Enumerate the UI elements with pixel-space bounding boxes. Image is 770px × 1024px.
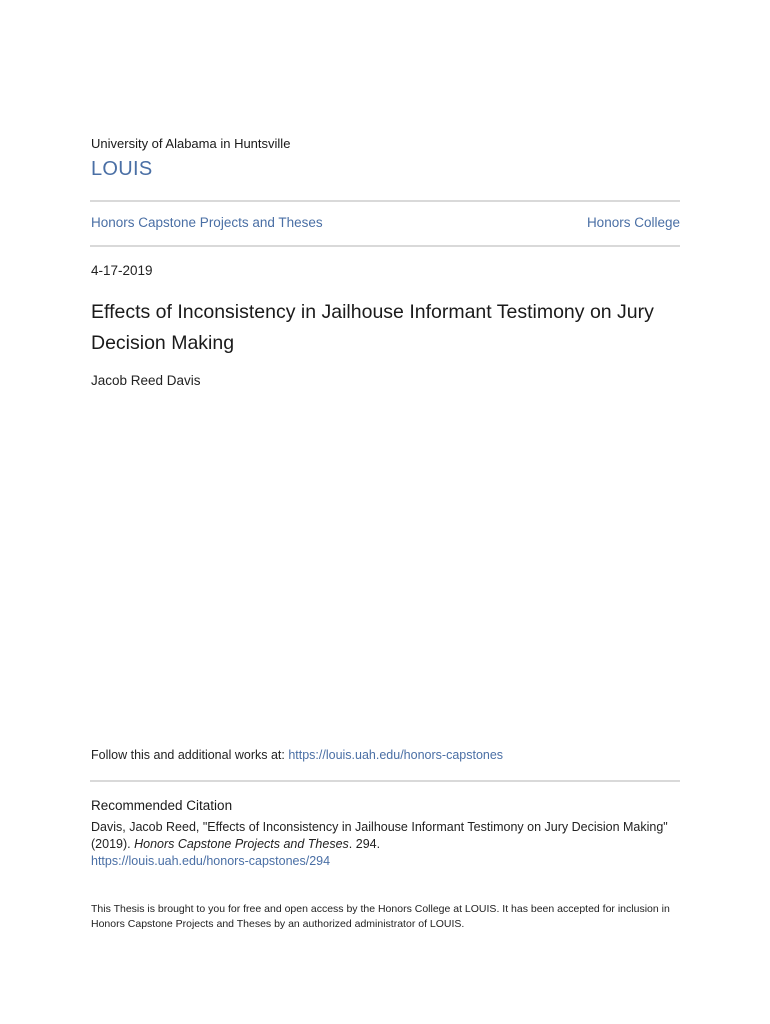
college-link[interactable]: Honors College [586, 215, 680, 230]
repository-link[interactable]: LOUIS [91, 158, 153, 180]
divider-collection [90, 245, 680, 247]
citation-block [91, 819, 681, 870]
citation-text: Davis, Jacob Reed, "Effects of Inconsistency in Jailhouse Informant Testimony on Jury Decision Making" (2019). [91, 820, 668, 851]
divider-top [90, 200, 680, 202]
divider-citation [90, 780, 680, 782]
author-name: Jacob Reed Davis [91, 373, 201, 388]
citation-series: Honors Capstone Projects and Theses [134, 837, 349, 851]
follow-line [91, 748, 503, 762]
citation-heading: Recommended Citation [91, 798, 233, 813]
collection-link[interactable]: Honors Capstone Projects and Theses [91, 215, 323, 230]
publication-date: 4-17-2019 [91, 263, 153, 278]
follow-prefix: Follow this and additional works at: [91, 748, 289, 762]
document-title: Effects of Inconsistency in Jailhouse Informant Testimony on Jury Decision Making [91, 301, 654, 354]
institution-name: University of Alabama in Huntsville [91, 136, 291, 151]
access-note: This Thesis is brought to you for free and open access by the Honors College at LOUIS. It has been accepted for inclusion in Honors Capstone Projects and Theses by an authorized administrator of LOUIS. [91, 903, 670, 930]
citation-number: . 294. [348, 837, 381, 851]
citation-link[interactable]: https://louis.uah.edu/honors-capstones/294 [91, 854, 331, 868]
follow-link[interactable]: https://louis.uah.edu/honors-capstones [288, 748, 504, 762]
